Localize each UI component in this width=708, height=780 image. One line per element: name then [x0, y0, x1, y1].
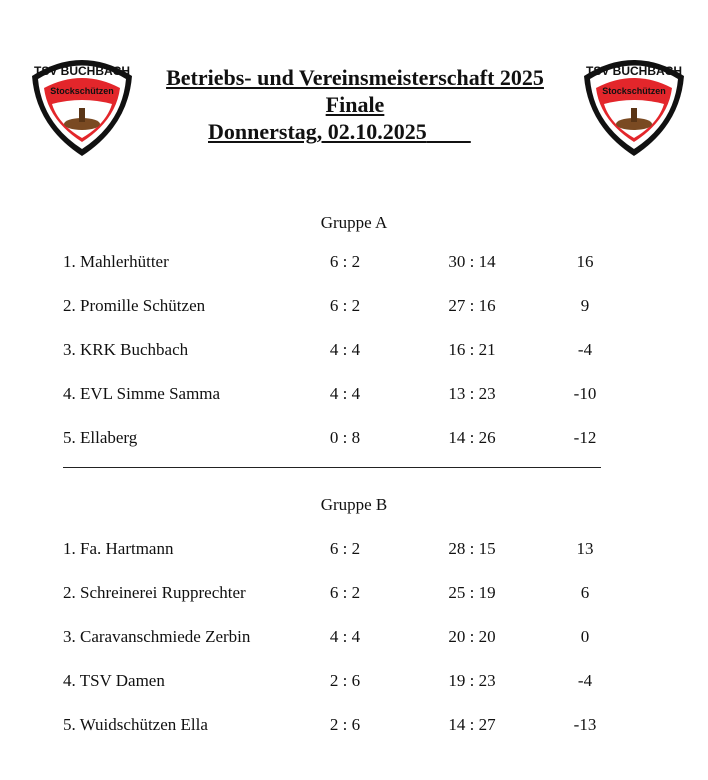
svg-text:TSV BUCHBACH: TSV BUCHBACH	[586, 64, 682, 78]
team-name: 5. Wuidschützen Ella	[63, 715, 208, 734]
table-row	[0, 671, 708, 695]
goals: 14 : 27	[448, 715, 496, 734]
table-row	[0, 384, 708, 408]
table-row	[0, 715, 708, 739]
goals: 28 : 15	[448, 539, 496, 558]
title-line-3: Donnerstag, 02.10.2025	[208, 119, 427, 144]
goal-difference: -4	[577, 671, 593, 690]
goals: 19 : 23	[448, 671, 496, 690]
points: 6 : 2	[329, 252, 361, 271]
divider	[63, 467, 601, 468]
goals: 27 : 16	[448, 296, 496, 315]
goal-difference: 9	[580, 296, 590, 315]
goals: 14 : 26	[448, 428, 496, 447]
goal-difference: -4	[577, 340, 593, 359]
points: 2 : 6	[329, 715, 361, 734]
title-line-2: Finale	[325, 92, 385, 117]
table-row	[0, 627, 708, 651]
points: 6 : 2	[329, 539, 361, 558]
points: 4 : 4	[329, 384, 361, 403]
points: 6 : 2	[329, 583, 361, 602]
goal-difference: 16	[576, 252, 594, 271]
goals: 20 : 20	[448, 627, 496, 646]
team-name: 4. EVL Simme Samma	[63, 384, 221, 403]
table-row	[0, 428, 708, 452]
goals: 30 : 14	[448, 252, 496, 271]
goal-difference: 13	[576, 539, 594, 558]
group-a-heading: Gruppe A	[320, 213, 388, 232]
goal-difference: -10	[573, 384, 597, 403]
svg-text:Stockschützen: Stockschützen	[50, 86, 114, 96]
team-name: 4. TSV Damen	[63, 671, 165, 690]
points: 6 : 2	[329, 296, 361, 315]
team-name: 2. Promille Schützen	[63, 296, 206, 315]
table-row	[0, 296, 708, 320]
team-name: 5. Ellaberg	[63, 428, 138, 447]
goals: 13 : 23	[448, 384, 496, 403]
goals: 16 : 21	[448, 340, 496, 359]
svg-text:TSV BUCHBACH: TSV BUCHBACH	[34, 64, 130, 78]
team-name: 3. Caravanschmiede Zerbin	[63, 627, 251, 646]
goal-difference: -13	[573, 715, 597, 734]
team-name: 3. KRK Buchbach	[63, 340, 189, 359]
points: 4 : 4	[329, 340, 361, 359]
svg-text:Stockschützen: Stockschützen	[602, 86, 666, 96]
team-name: 1. Mahlerhütter	[63, 252, 169, 271]
goal-difference: 6	[580, 583, 590, 602]
table-row	[0, 583, 708, 607]
points: 2 : 6	[329, 671, 361, 690]
team-name: 1. Fa. Hartmann	[63, 539, 174, 558]
team-name: 2. Schreinerei Rupprechter	[63, 583, 246, 602]
goals: 25 : 19	[448, 583, 496, 602]
table-row	[0, 539, 708, 563]
points: 0 : 8	[329, 428, 361, 447]
table-row	[0, 340, 708, 364]
group-b-heading: Gruppe B	[320, 495, 388, 514]
points: 4 : 4	[329, 627, 361, 646]
table-row	[0, 252, 708, 276]
title-line-1: Betriebs- und Vereinsmeisterschaft 2025	[166, 65, 544, 90]
goal-difference: 0	[580, 627, 590, 646]
goal-difference: -12	[573, 428, 597, 447]
